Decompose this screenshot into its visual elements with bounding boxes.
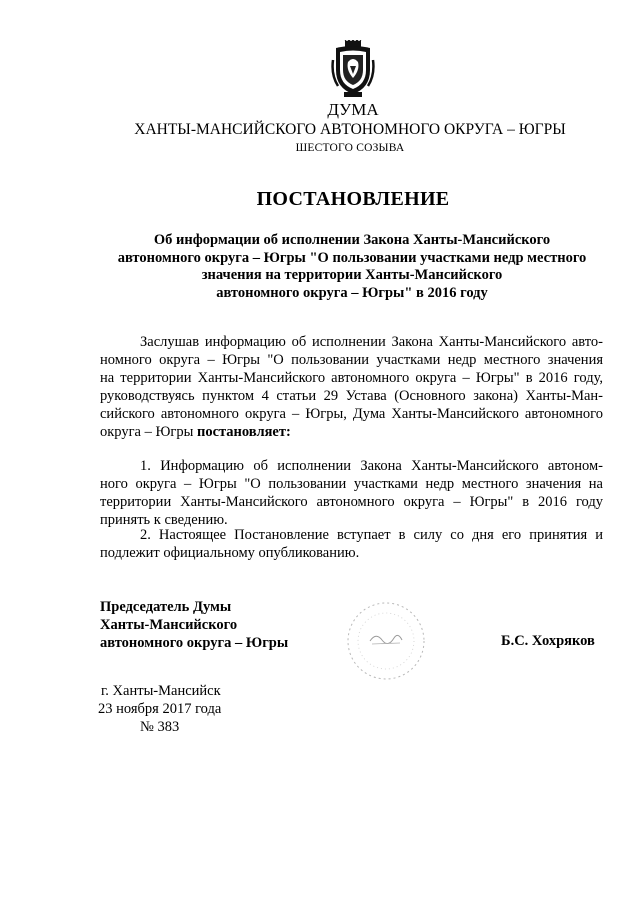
- preamble-last-line: [100, 423, 603, 441]
- document-type: ПОСТАНОВЛЕНИЕ: [256, 188, 450, 210]
- item-1-line: принять к сведению.: [100, 512, 228, 528]
- item-1-paragraph: [100, 457, 603, 529]
- item-1-line: территории Ханты-Мансийского автономного округа – Югры" в 2016 году: [100, 494, 603, 510]
- document-title: [100, 232, 604, 302]
- organization-name: ДУМА: [327, 100, 379, 119]
- document-number: № 383: [140, 719, 180, 735]
- preamble-paragraph: [100, 333, 603, 441]
- signatory-position-line: автономного округа – Югры: [100, 635, 289, 651]
- item-2-line: 2. Настоящее Постановление вступает в силу со дня его принятия и: [140, 527, 603, 543]
- convocation: ШЕСТОГО СОЗЫВА: [295, 142, 405, 154]
- region-name: ХАНТЫ-МАНСИЙСКОГО АВТОНОМНОГО ОКРУГА – ЮГРЫ: [134, 121, 566, 138]
- title-line: значения на территории Ханты-Мансийского: [201, 267, 503, 283]
- preamble-line: руководствуясь пунктом 4 статьи 29 Устава (Основного закона) Ханты-Ман-: [100, 388, 603, 404]
- preamble-last-text: округа – Югры: [100, 424, 197, 440]
- signatory-position-line: Председатель Думы: [100, 599, 232, 615]
- resolves-keyword: постановляет:: [196, 424, 291, 440]
- signatory-position: [100, 598, 288, 652]
- signature-stamp-image: [336, 596, 436, 686]
- title-line: Об информации об исполнении Закона Ханты-Мансийского: [153, 232, 551, 248]
- preamble-line: на территории Ханты-Мансийского автономного округа – Югры" в 2016 году,: [100, 370, 603, 386]
- title-line: автономного округа – Югры" в 2016 году: [216, 284, 488, 301]
- preamble-line: Заслушав информацию об исполнении Закона Ханты-Мансийского авто-: [140, 334, 603, 350]
- signatory-position-line: Ханты-Мансийского: [100, 617, 238, 633]
- preamble-line: сийского автономного округа – Югры, Дума Ханты-Мансийского автономного: [100, 406, 603, 422]
- coat-of-arms-emblem: [330, 40, 376, 98]
- item-2-line: подлежит официальному опубликованию.: [100, 545, 360, 561]
- item-1-line: 1. Информацию об исполнении Закона Ханты-Мансийского автоном-: [140, 458, 603, 474]
- document-footer: [98, 682, 221, 736]
- item-2-paragraph: [100, 526, 603, 562]
- city: г. Ханты-Мансийск: [101, 683, 221, 699]
- title-line: автономного округа – Югры "О пользовании участками недр местного: [117, 249, 587, 266]
- item-1-line: ного округа – Югры "О пользовании участками недр местного значения на: [100, 476, 603, 492]
- date: 23 ноября 2017 года: [98, 701, 222, 717]
- signatory-name: Б.С. Хохряков: [501, 633, 595, 649]
- preamble-line: номного округа – Югры "О пользовании участками недр местного значения: [100, 352, 603, 368]
